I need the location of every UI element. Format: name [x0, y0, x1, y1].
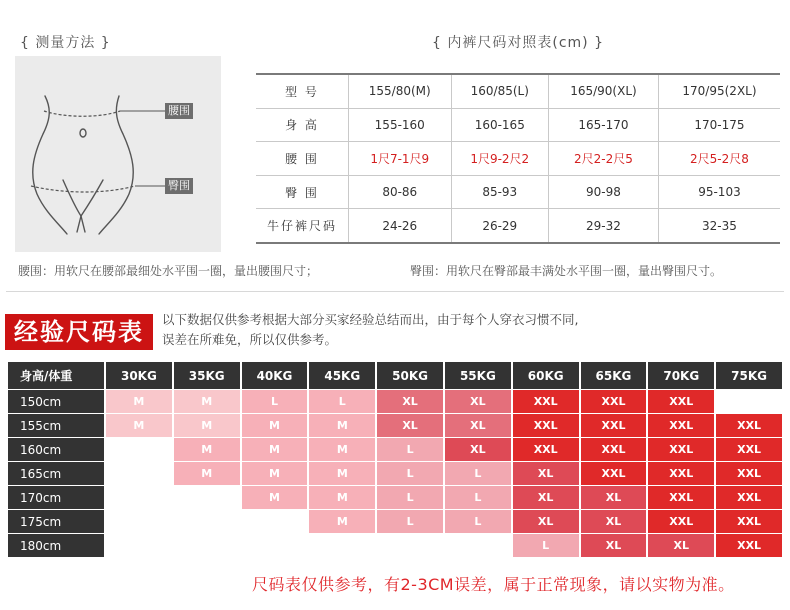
grid-row [8, 414, 782, 437]
size-cell: M [106, 414, 172, 437]
size-cell: M [309, 438, 375, 461]
size-table-cell: 1尺7-1尺9 [349, 142, 452, 176]
size-cell [106, 438, 172, 461]
height-label: 180cm [8, 534, 104, 557]
size-cell: M [174, 438, 240, 461]
height-label: 165cm [8, 462, 104, 485]
size-cell: L [445, 462, 511, 485]
size-cell: L [242, 390, 308, 413]
size-table-cell: 160-165 [451, 108, 549, 142]
size-cell: XL [377, 390, 443, 413]
size-cell: XL [581, 534, 647, 557]
size-cell: L [309, 390, 375, 413]
size-cell: XXL [716, 414, 782, 437]
weight-header: 30KG [106, 362, 172, 389]
size-table-row-label: 腰 围 [256, 142, 349, 176]
size-cell: XXL [716, 438, 782, 461]
size-cell: XXL [648, 462, 714, 485]
size-cell: XXL [513, 390, 579, 413]
measurement-diagram [15, 56, 221, 252]
size-cell: XXL [581, 414, 647, 437]
size-table-cell: 1尺9-2尺2 [451, 142, 549, 176]
size-table-cell: 165/90(XL) [549, 74, 659, 108]
size-table-cell: 95-103 [658, 175, 780, 209]
size-cell: XXL [716, 510, 782, 533]
size-cell: XL [581, 486, 647, 509]
size-cell: XXL [581, 390, 647, 413]
weight-header: 40KG [242, 362, 308, 389]
method-title: { 测量方法 } [20, 35, 111, 51]
footer-disclaimer: 尺码表仅供参考，有2-3CM误差，属于正常现象，请以实物为准。 [252, 575, 735, 594]
waist-tag: 腰围 [165, 103, 193, 119]
size-cell: M [174, 414, 240, 437]
size-cell: M [309, 510, 375, 533]
size-cell: XXL [581, 462, 647, 485]
size-table-row [256, 142, 780, 176]
size-cell: XL [445, 414, 511, 437]
size-table-cell: 29-32 [549, 209, 659, 243]
grid-row [8, 390, 782, 413]
size-cell: L [513, 534, 579, 557]
weight-header: 70KG [648, 362, 714, 389]
size-cell [716, 390, 782, 413]
size-cell: XL [513, 510, 579, 533]
size-cell: M [309, 462, 375, 485]
size-table-cell: 2尺2-2尺5 [549, 142, 659, 176]
size-cell [174, 534, 240, 557]
size-cell: XXL [716, 486, 782, 509]
size-cell: XL [445, 438, 511, 461]
size-cell: XXL [716, 534, 782, 557]
size-cell [106, 510, 172, 533]
grid-row [8, 438, 782, 461]
size-cell: XXL [581, 438, 647, 461]
size-cell: XXL [648, 390, 714, 413]
size-table-cell: 165-170 [549, 108, 659, 142]
size-cell: L [445, 486, 511, 509]
size-cell [377, 534, 443, 557]
size-cell: XXL [648, 438, 714, 461]
experience-title: 经验尺码表 [5, 314, 153, 350]
size-table-row-label: 身 高 [256, 108, 349, 142]
height-label: 150cm [8, 390, 104, 413]
underwear-size-table [256, 73, 780, 244]
size-table-cell: 85-93 [451, 175, 549, 209]
size-cell: XXL [716, 462, 782, 485]
size-cell: L [377, 438, 443, 461]
size-cell: XL [648, 534, 714, 557]
height-label: 170cm [8, 486, 104, 509]
size-cell: XXL [513, 414, 579, 437]
size-cell [106, 534, 172, 557]
body-outline-illustration [15, 56, 221, 252]
size-cell: M [242, 486, 308, 509]
size-cell: XL [513, 486, 579, 509]
size-cell: XL [445, 390, 511, 413]
size-cell: L [377, 486, 443, 509]
experience-desc-line1: 以下数据仅供参考根据大部分买家经验总结而出，由于每个人穿衣习惯不同, [162, 312, 579, 327]
grid-row [8, 486, 782, 509]
grid-corner-label: 身高/体重 [8, 362, 104, 389]
size-table-row [256, 209, 780, 243]
size-cell: L [377, 510, 443, 533]
size-cell [174, 486, 240, 509]
size-table-cell: 26-29 [451, 209, 549, 243]
size-cell [242, 534, 308, 557]
size-table-cell: 155-160 [349, 108, 452, 142]
grid-row [8, 462, 782, 485]
weight-header: 35KG [174, 362, 240, 389]
size-cell: M [309, 486, 375, 509]
size-cell: XXL [648, 414, 714, 437]
size-cell: M [174, 390, 240, 413]
size-table-row-label: 臀 围 [256, 175, 349, 209]
size-table-row [256, 108, 780, 142]
height-label: 155cm [8, 414, 104, 437]
experience-desc-line2: 误差在所难免，所以仅供参考。 [162, 332, 338, 347]
size-cell [106, 486, 172, 509]
weight-header: 50KG [377, 362, 443, 389]
weight-header: 45KG [309, 362, 375, 389]
size-cell: XL [513, 462, 579, 485]
size-cell: XXL [648, 486, 714, 509]
grid-row [8, 510, 782, 533]
size-table-row-label: 牛仔裤尺码 [256, 209, 349, 243]
weight-header: 75KG [716, 362, 782, 389]
size-cell: XXL [513, 438, 579, 461]
size-table-cell: 24-26 [349, 209, 452, 243]
size-table-row-label: 型 号 [256, 74, 349, 108]
size-cell: XXL [648, 510, 714, 533]
size-table-cell: 80-86 [349, 175, 452, 209]
size-cell [242, 510, 308, 533]
size-cell: M [174, 462, 240, 485]
size-cell [309, 534, 375, 557]
size-cell: M [242, 462, 308, 485]
size-cell [445, 534, 511, 557]
section-divider [6, 291, 784, 292]
size-table-cell: 160/85(L) [451, 74, 549, 108]
size-cell: M [106, 390, 172, 413]
size-table-cell: 170/95(2XL) [658, 74, 780, 108]
size-cell [106, 462, 172, 485]
size-table-cell: 155/80(M) [349, 74, 452, 108]
weight-header: 60KG [513, 362, 579, 389]
size-cell: M [242, 414, 308, 437]
size-table-cell: 170-175 [658, 108, 780, 142]
grid-header-row [8, 362, 782, 389]
experience-description [162, 310, 782, 350]
height-label: 175cm [8, 510, 104, 533]
size-cell: XL [377, 414, 443, 437]
waist-note: 腰围：用软尺在腰部最细处水平围一圈，量出腰围尺寸； [18, 264, 319, 278]
size-cell: M [242, 438, 308, 461]
size-table-row [256, 175, 780, 209]
size-cell: L [445, 510, 511, 533]
hip-tag: 臀围 [165, 178, 193, 194]
weight-header: 65KG [581, 362, 647, 389]
size-table-cell: 2尺5-2尺8 [658, 142, 780, 176]
size-cell: M [309, 414, 375, 437]
grid-row [8, 534, 782, 557]
height-label: 160cm [8, 438, 104, 461]
size-cell [174, 510, 240, 533]
size-cell: L [377, 462, 443, 485]
size-table-cell: 90-98 [549, 175, 659, 209]
size-table-cell: 32-35 [658, 209, 780, 243]
size-table-row [256, 74, 780, 108]
weight-header: 55KG [445, 362, 511, 389]
experience-size-grid [6, 361, 784, 558]
chart-title: { 内裤尺码对照表(cm) } [432, 35, 604, 51]
hip-note: 臀围：用软尺在臀部最丰满处水平围一圈，量出臀围尺寸。 [410, 264, 723, 278]
size-cell: XL [581, 510, 647, 533]
